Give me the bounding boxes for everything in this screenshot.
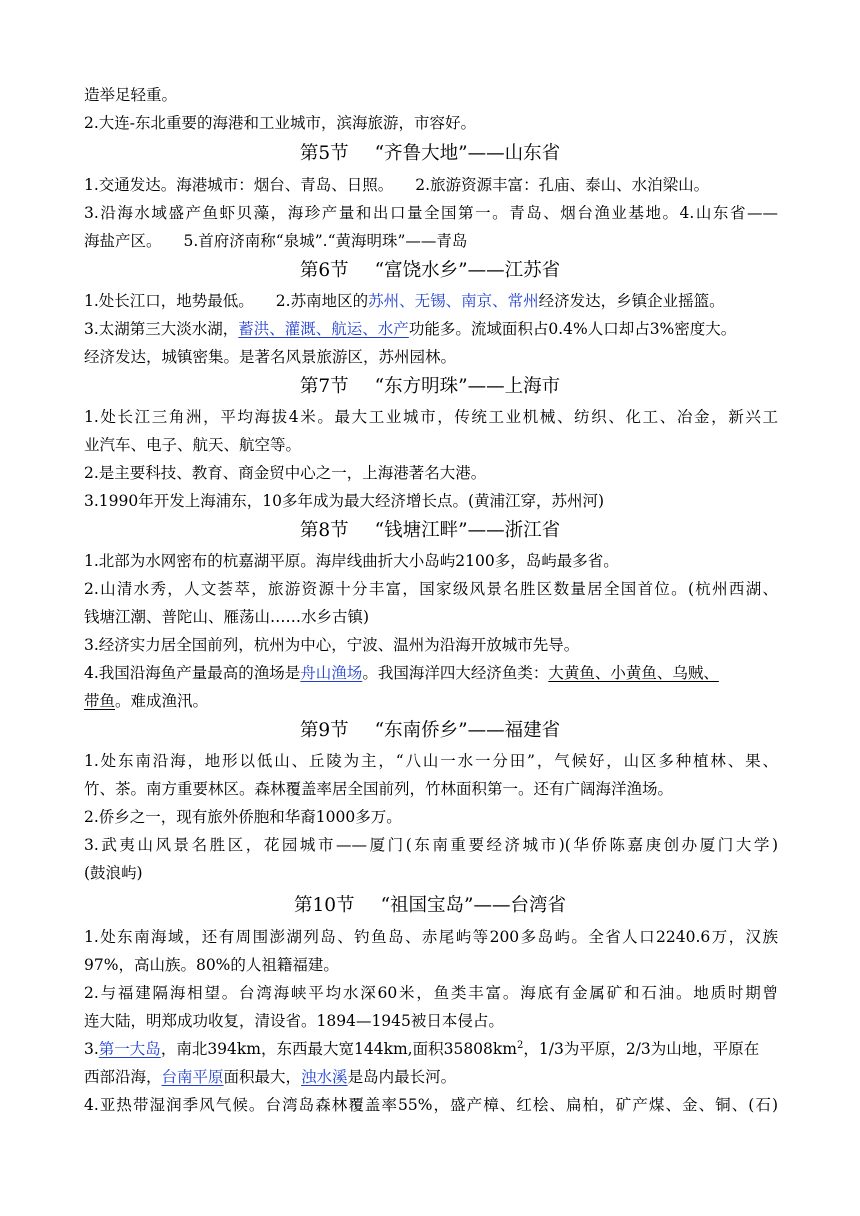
text-span: 3. [84, 1040, 99, 1058]
section-number: 第9节 [299, 720, 349, 741]
text-span: 海盐产区。 [84, 232, 162, 250]
text-span: 。我国海洋四大经济鱼类： [362, 664, 549, 682]
text-line [84, 1038, 759, 1060]
text-span: 5.首府济南称“泉城”.“黄海明珠”——青岛 [183, 232, 468, 250]
text-span: 3.太湖第三大淡水湖， [84, 320, 239, 338]
underlined-text: 带鱼 [84, 692, 116, 710]
text-line [84, 290, 725, 312]
fishery-link[interactable]: 舟山渔场 [300, 664, 363, 682]
text-line: 1.处东南沿海，地形以低山、丘陵为主，“八山一水一分田”，气候好，山区多种植林、果、 [84, 752, 778, 770]
section-number: 第5节 [299, 143, 349, 164]
text-span: 2.苏南地区的 [275, 292, 369, 310]
section-number: 第10节 [294, 895, 355, 916]
section-number: 第6节 [299, 260, 349, 281]
section-heading [0, 893, 860, 919]
text-line: 3.经济实力居全国前列，杭州为中心，宁波、温州为沿海开放城市先导。 [84, 636, 580, 654]
section-heading [0, 718, 860, 744]
island-link[interactable]: 第一大岛 [98, 1040, 161, 1058]
section-heading [0, 141, 860, 167]
text-line: 2.山清水秀，人文荟萃，旅游资源十分丰富，国家级风景名胜区数量居全国首位。(杭州西湖、 [84, 580, 778, 598]
text-span: 4.我国沿海鱼产量最高的渔场是 [84, 664, 301, 682]
text-span: 功能多。流域面积占0.4%人口却占3%密度大。 [408, 320, 737, 338]
text-line: 3.沿海水域盛产鱼虾贝藻，海珍产量和出口量全国第一。青岛、烟台渔业基地。4.山东省—— [84, 204, 778, 222]
text-line: 4.亚热带湿润季风气候。台湾岛森林覆盖率55%，盛产樟、红桧、扁柏，矿产煤、金、铜、(石) [84, 1096, 778, 1114]
text-span: 面积最大， [223, 1068, 302, 1086]
section-heading [0, 258, 860, 284]
section-heading [0, 518, 860, 544]
function-link[interactable]: 蓄洪、灌溉、航运、水产 [238, 320, 409, 338]
text-span: 是岛内最长河。 [347, 1068, 457, 1086]
text-span: 。难成渔汛。 [115, 692, 209, 710]
text-line [84, 1066, 456, 1088]
text-span: ，南北394km，东西最大宽144km,面积35808km [160, 1040, 517, 1058]
text-line: 97%，高山族。80%的人祖籍福建。 [84, 956, 339, 974]
plain-link[interactable]: 台南平原 [161, 1068, 224, 1086]
section-title: “富饶水乡”——江苏省 [374, 260, 561, 281]
section-title: “东方明珠”——上海市 [374, 376, 561, 397]
text-line: (鼓浪屿) [84, 864, 143, 882]
text-span: ，1/3为平原，2/3为山地，平原在 [523, 1040, 760, 1058]
section-title: “东南侨乡”——福建省 [374, 720, 561, 741]
text-line: 造举足轻重。 [84, 86, 178, 104]
text-line: 3.武夷山风景名胜区，花园城市——厦门(东南重要经济城市)(华侨陈嘉庚创办厦门大学) [84, 836, 778, 854]
text-line [84, 318, 736, 340]
text-span: 经济发达，乡镇企业摇篮。 [538, 292, 725, 310]
text-line: 业汽车、电子、航天、航空等。 [84, 436, 302, 454]
text-span: 西部沿海， [84, 1068, 162, 1086]
text-line: 竹、茶。南方重要林区。森林覆盖率居全国前列，竹林面积第一。还有广阔海洋渔场。 [84, 780, 674, 798]
text-line: 钱塘江潮、普陀山、雁荡山……水乡古镇) [84, 608, 370, 626]
section-number: 第8节 [299, 520, 349, 541]
section-title: “齐鲁大地”——山东省 [374, 143, 561, 164]
text-line: 2.大连-东北重要的海港和工业城市，滨海旅游，市容好。 [84, 114, 477, 132]
text-line [84, 662, 719, 684]
text-line: 1.北部为水网密布的杭嘉湖平原。海岸线曲折大小岛屿2100多，岛屿最多省。 [84, 552, 619, 570]
text-span: 1.处长江口，地势最低。 [84, 292, 254, 310]
river-link[interactable]: 浊水溪 [301, 1068, 348, 1086]
text-line: 2.侨乡之一，现有旅外侨胞和华裔1000多万。 [84, 808, 402, 826]
text-line: 经济发达，城镇密集。是著名风景旅游区，苏州园林。 [84, 348, 457, 366]
text-line: 连大陆，明郑成功收复，清设省。1894—1945被日本侵占。 [84, 1012, 504, 1030]
underlined-text: 大黄鱼、小黄鱼、乌贼、 [548, 664, 719, 682]
text-line: 2.与福建隔海相望。台湾海峡平均水深60米，鱼类丰富。海底有金属矿和石油。地质时期曾 [84, 984, 778, 1002]
text-line [84, 230, 467, 252]
superscript: 2 [517, 1039, 524, 1051]
section-number: 第7节 [299, 376, 349, 397]
text-line [84, 690, 208, 712]
text-line: 1.处长江三角洲，平均海拔4米。最大工业城市，传统工业机械、纺织、化工、冶金，新兴工 [84, 408, 778, 426]
section-title: “钱塘江畔”——浙江省 [374, 520, 561, 541]
text-line: 2.是主要科技、教育、商金贸中心之一，上海港著名大港。 [84, 464, 487, 482]
section-heading [0, 374, 860, 400]
text-span: 2.旅游资源丰富：孔庙、泰山、水泊梁山。 [415, 176, 710, 194]
text-line [84, 174, 709, 196]
text-line: 1.处东南海域，还有周围澎湖列岛、钓鱼岛、赤尾屿等200多岛屿。全省人口2240.6万，汉族 [84, 928, 778, 946]
section-title: “祖国宝岛”——台湾省 [380, 895, 566, 916]
text-line: 3.1990年开发上海浦东，10多年成为最大经济增长点。(黄浦江穿，苏州河) [84, 492, 605, 510]
city-link[interactable]: 苏州、无锡、南京、常州 [368, 292, 539, 310]
text-span: 1.交通发达。海港城市：烟台、青岛、日照。 [84, 176, 394, 194]
